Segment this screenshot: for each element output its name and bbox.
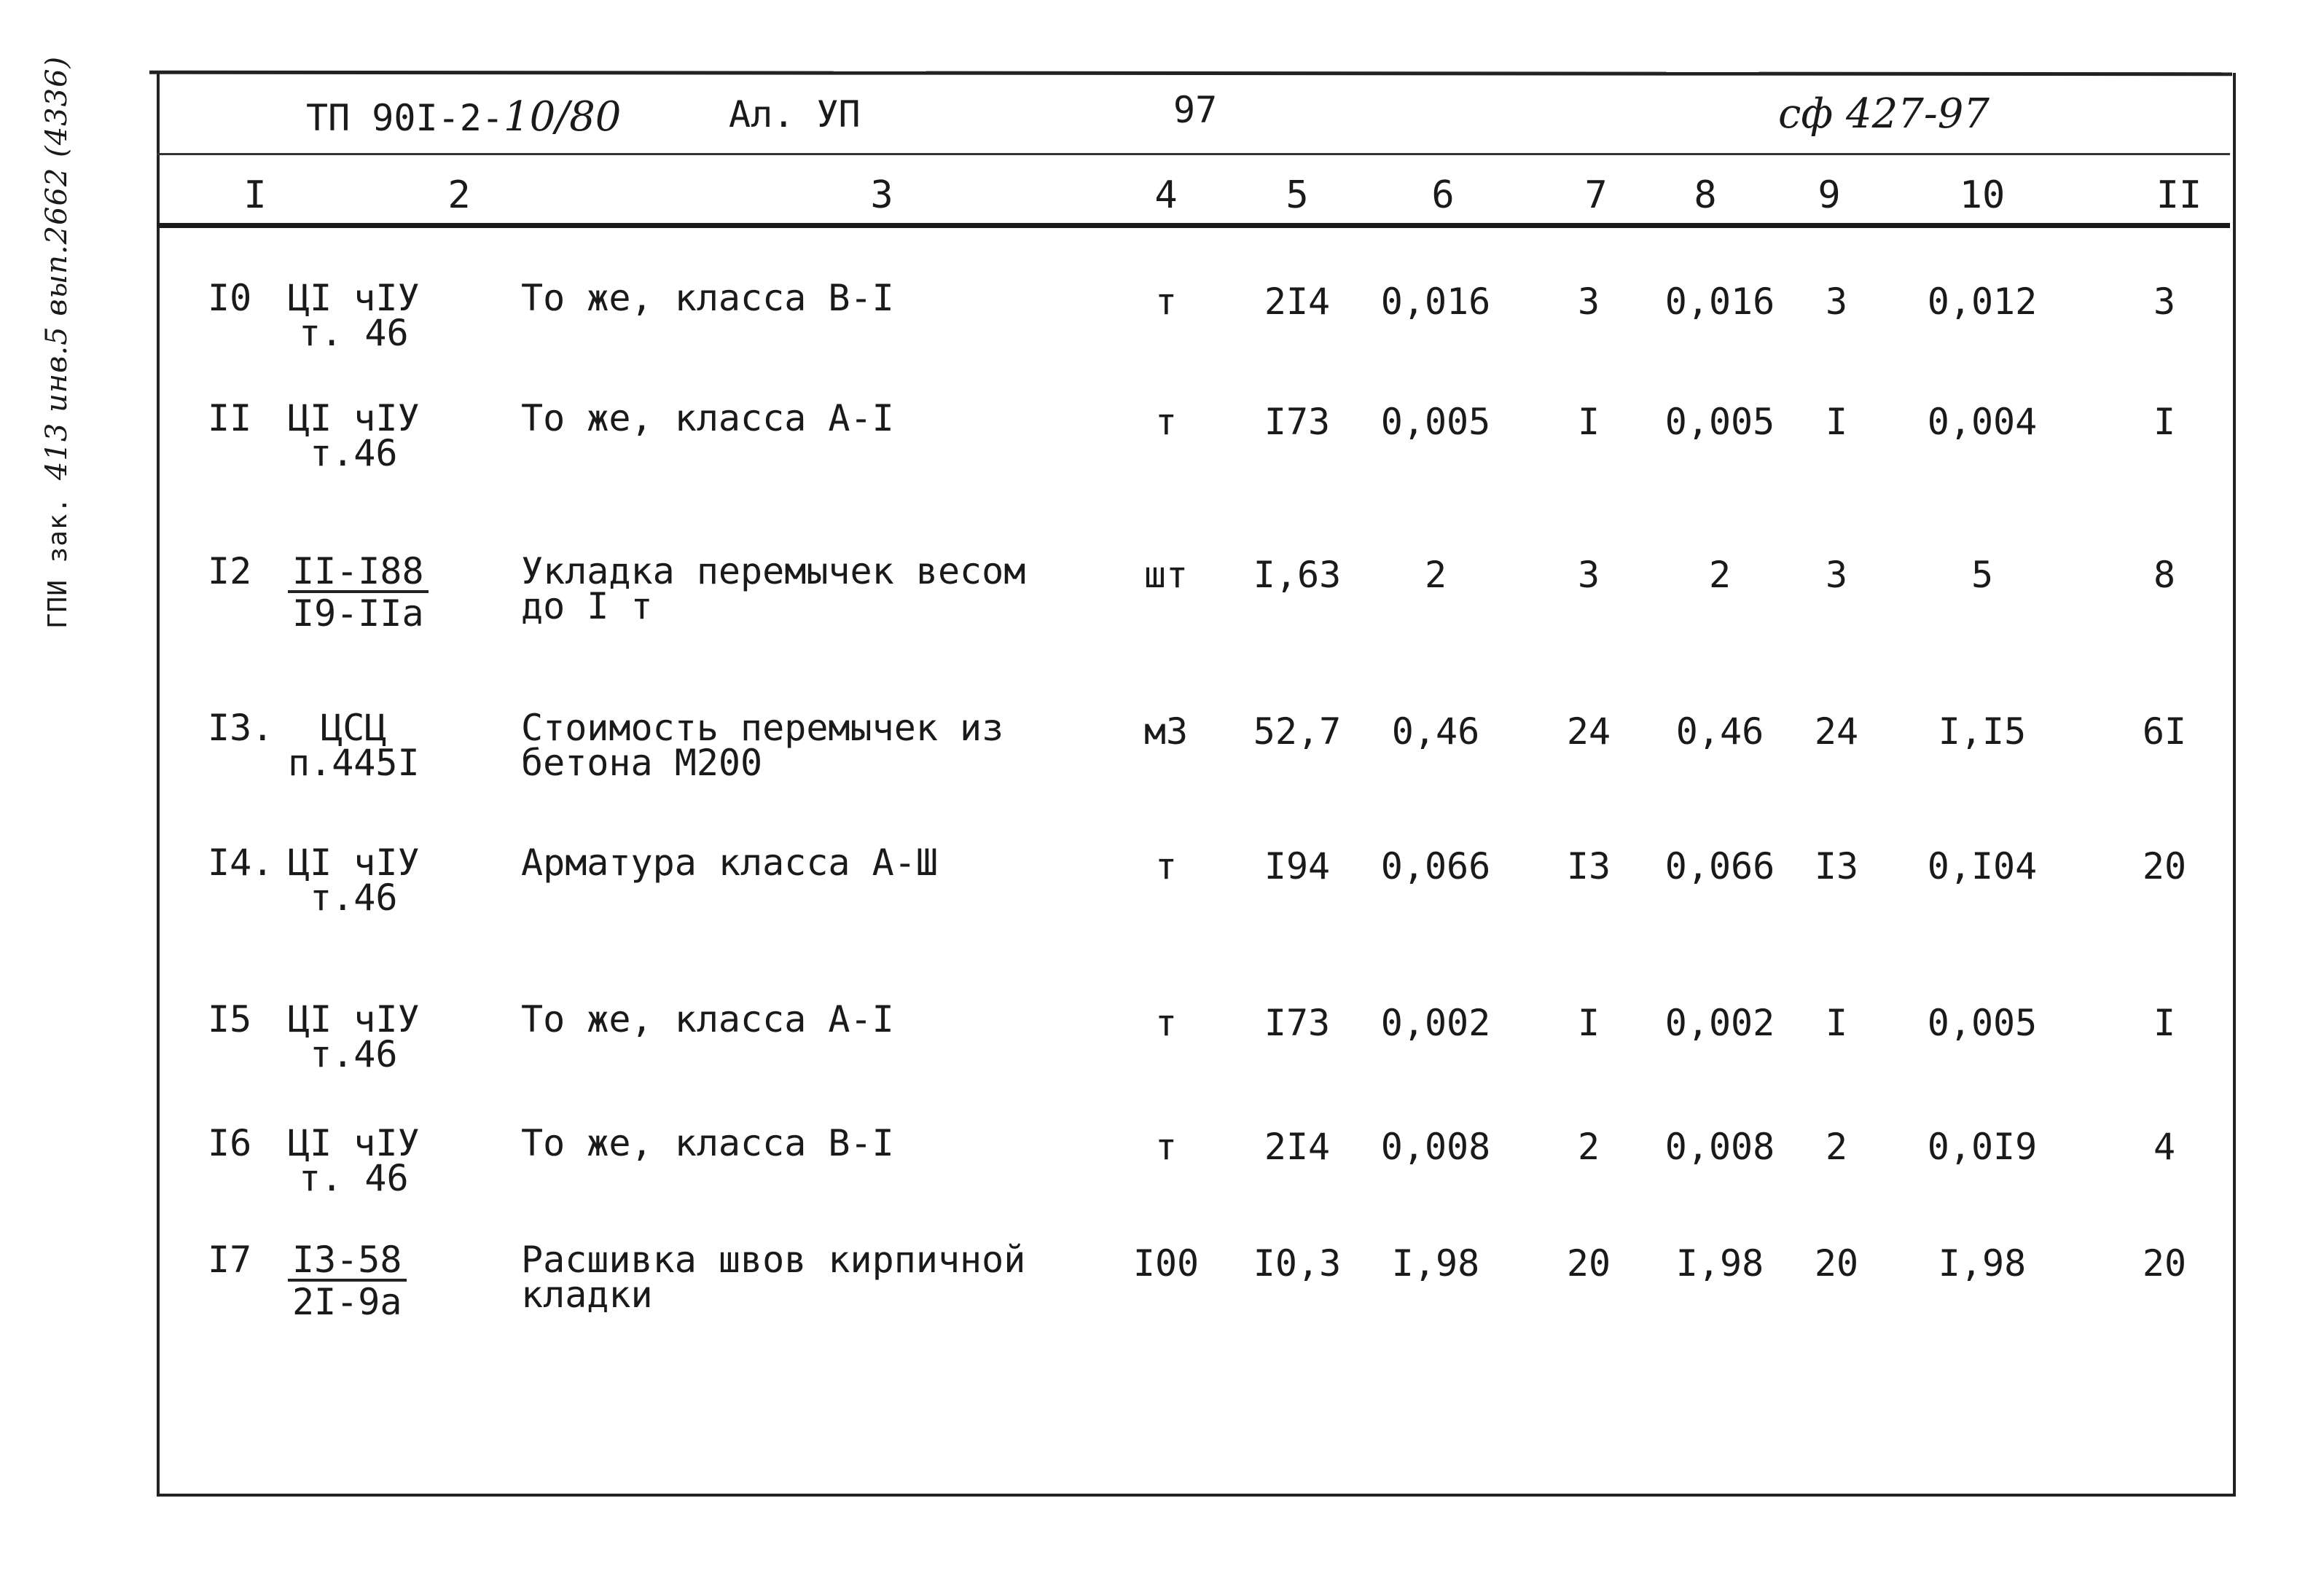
column-number: II: [2156, 173, 2202, 217]
norm-reference: [288, 1122, 420, 1199]
column-number: 7: [1584, 173, 1608, 217]
norm-code-top: ЦI чIУ: [288, 277, 420, 319]
norm-code-bottom: т.46: [310, 877, 398, 919]
value-c11: 20: [2142, 845, 2187, 887]
value-c10: 0,I04: [1927, 845, 2038, 887]
description-line: То же, класса В-I: [521, 1122, 894, 1164]
norm-code: [288, 550, 429, 635]
page-number: 97: [1173, 89, 1218, 131]
value-c10: 0,0I9: [1927, 1126, 2038, 1168]
value-c6: 0,46: [1391, 710, 1480, 753]
value-c6: 0,066: [1380, 845, 1491, 887]
norm-code-bottom: т.46: [310, 432, 398, 474]
norm-reference: [288, 1239, 407, 1323]
value-c6: 0,002: [1380, 1002, 1491, 1044]
column-number: 8: [1694, 173, 1717, 217]
project-handwritten: 10/80: [503, 93, 622, 141]
norm-code-top: ЦI чIУ: [288, 998, 420, 1040]
work-description: [521, 1122, 894, 1164]
value-c5: I73: [1264, 1002, 1331, 1044]
row-number: I7: [208, 1239, 252, 1281]
value-c6: I,98: [1391, 1242, 1480, 1285]
norm-code-top: I3-58: [288, 1242, 407, 1282]
value-c8: 0,066: [1664, 845, 1775, 887]
column-header-divider: [157, 223, 2230, 228]
norm-code: [288, 277, 420, 354]
value-c8: 2: [1708, 554, 1732, 596]
value-c7: I: [1577, 401, 1600, 443]
value-c11: 3: [2153, 281, 2176, 323]
value-c11: 20: [2142, 1242, 2187, 1285]
value-c10: I,98: [1938, 1242, 2027, 1285]
column-number: 2: [447, 173, 471, 217]
value-c10: 0,012: [1927, 281, 2038, 323]
norm-code: [288, 1239, 407, 1323]
row-number: I0: [208, 277, 252, 319]
value-c9: I3: [1814, 845, 1859, 887]
row-number: I3.: [208, 707, 274, 749]
row-number: I4.: [208, 842, 274, 884]
value-c10: 5: [1971, 554, 1994, 596]
value-c6: 0,016: [1380, 281, 1491, 323]
norm-code-bottom: т.46: [310, 1033, 398, 1075]
value-c8: 0,002: [1664, 1002, 1775, 1044]
value-c5: I0,3: [1253, 1242, 1342, 1285]
row-number: I2: [208, 550, 252, 592]
value-c7: 20: [1566, 1242, 1611, 1285]
header-divider: [157, 153, 2230, 155]
value-c9: 3: [1825, 554, 1848, 596]
norm-reference: [288, 277, 420, 354]
value-c5: I94: [1264, 845, 1331, 887]
unit: т: [1154, 281, 1178, 323]
value-c10: 0,005: [1927, 1002, 2038, 1044]
unit: м3: [1143, 710, 1189, 753]
norm-code-bottom: I9-IIa: [292, 592, 424, 635]
work-description: [521, 998, 894, 1040]
unit: I00: [1132, 1242, 1200, 1285]
description-line: То же, класса А-I: [521, 397, 894, 439]
description-line: То же, класса В-I: [521, 277, 894, 319]
value-c9: 20: [1814, 1242, 1859, 1285]
description-line: кладки: [521, 1274, 653, 1316]
column-number: I: [243, 173, 267, 217]
value-c5: 2I4: [1264, 1126, 1331, 1168]
value-c11: 6I: [2142, 710, 2187, 753]
norm-code: [288, 842, 420, 919]
description-line: Укладка перемычек весом: [521, 550, 1026, 592]
value-c8: 0,46: [1675, 710, 1764, 753]
description-line: бетона М200: [521, 742, 763, 784]
value-c8: 0,005: [1664, 401, 1775, 443]
work-description: [521, 707, 1004, 784]
document-code: сф 427-97: [1778, 90, 1990, 138]
work-description: [521, 277, 894, 319]
norm-code-top: ЦI чIУ: [288, 842, 420, 884]
column-number: 6: [1431, 173, 1455, 217]
value-c5: I,63: [1253, 554, 1342, 596]
column-number: 3: [870, 173, 893, 217]
norm-code: [288, 998, 420, 1075]
value-c6: 0,005: [1380, 401, 1491, 443]
column-number: 10: [1959, 173, 2006, 217]
value-c7: 3: [1577, 554, 1600, 596]
description-line: Расшивка швов кирпичной: [521, 1239, 1026, 1281]
value-c5: 52,7: [1253, 710, 1342, 753]
value-c7: 2: [1577, 1126, 1600, 1168]
value-c7: 3: [1577, 281, 1600, 323]
unit: т: [1154, 1126, 1178, 1168]
value-c8: 0,008: [1664, 1126, 1775, 1168]
norm-code-bottom: т. 46: [299, 312, 409, 354]
description-line: до I т: [521, 585, 653, 627]
value-c10: I,I5: [1938, 710, 2027, 753]
value-c7: I3: [1566, 845, 1611, 887]
value-c11: 8: [2153, 554, 2176, 596]
unit: т: [1154, 401, 1178, 443]
norm-reference: [288, 842, 420, 919]
norm-code-bottom: п.445I: [288, 742, 420, 784]
norm-code: [288, 707, 420, 784]
norm-code-top: ЦI чIУ: [288, 1122, 420, 1164]
work-description: [521, 397, 894, 439]
value-c8: 0,016: [1664, 281, 1775, 323]
value-c7: 24: [1566, 710, 1611, 753]
value-c7: I: [1577, 1002, 1600, 1044]
value-c11: I: [2153, 1002, 2176, 1044]
value-c8: I,98: [1675, 1242, 1764, 1285]
norm-reference: [288, 998, 420, 1075]
norm-code-top: ЦСЦ: [321, 707, 387, 749]
norm-code-top: ЦI чIУ: [288, 397, 420, 439]
value-c11: 4: [2153, 1126, 2176, 1168]
project-prefix: ТП 90I-2-: [306, 97, 504, 139]
column-number: 4: [1154, 173, 1178, 217]
work-description: [521, 1239, 1026, 1316]
unit: т: [1154, 845, 1178, 887]
value-c11: I: [2153, 401, 2176, 443]
norm-reference: [288, 707, 420, 784]
description-line: Стоимость перемычек из: [521, 707, 1004, 749]
side-archive-stamp: [13, 55, 101, 630]
column-number: 5: [1286, 173, 1309, 217]
work-description: [521, 842, 938, 884]
value-c6: 0,008: [1380, 1126, 1491, 1168]
work-description: [521, 550, 1026, 627]
value-c9: 3: [1825, 281, 1848, 323]
row-number: I6: [208, 1122, 252, 1164]
unit: т: [1154, 1002, 1178, 1044]
album-label: Ал. УП: [729, 93, 861, 136]
unit: шт: [1143, 554, 1189, 596]
value-c5: I73: [1264, 401, 1331, 443]
value-c9: 2: [1825, 1126, 1848, 1168]
norm-reference: [288, 550, 429, 635]
norm-code: [288, 1122, 420, 1199]
value-c9: I: [1825, 401, 1848, 443]
row-number: II: [208, 397, 252, 439]
side-stamp-printed: ГПИ зак.: [43, 496, 73, 630]
value-c5: 2I4: [1264, 281, 1331, 323]
value-c9: I: [1825, 1002, 1848, 1044]
value-c6: 2: [1424, 554, 1447, 596]
project-code: [306, 93, 621, 141]
norm-code-bottom: 2I-9a: [292, 1281, 402, 1323]
norm-code: [288, 397, 420, 474]
description-line: Арматура класса А-Ш: [521, 842, 938, 884]
norm-code-bottom: т. 46: [299, 1157, 409, 1199]
side-stamp-handwritten: 413 инв.5 вып.2662 (4336): [40, 55, 74, 481]
description-line: То же, класса А-I: [521, 998, 894, 1040]
row-number: I5: [208, 998, 252, 1040]
norm-code-top: II-I88: [288, 554, 429, 593]
column-number: 9: [1818, 173, 1841, 217]
value-c9: 24: [1814, 710, 1859, 753]
norm-reference: [288, 397, 420, 474]
value-c10: 0,004: [1927, 401, 2038, 443]
